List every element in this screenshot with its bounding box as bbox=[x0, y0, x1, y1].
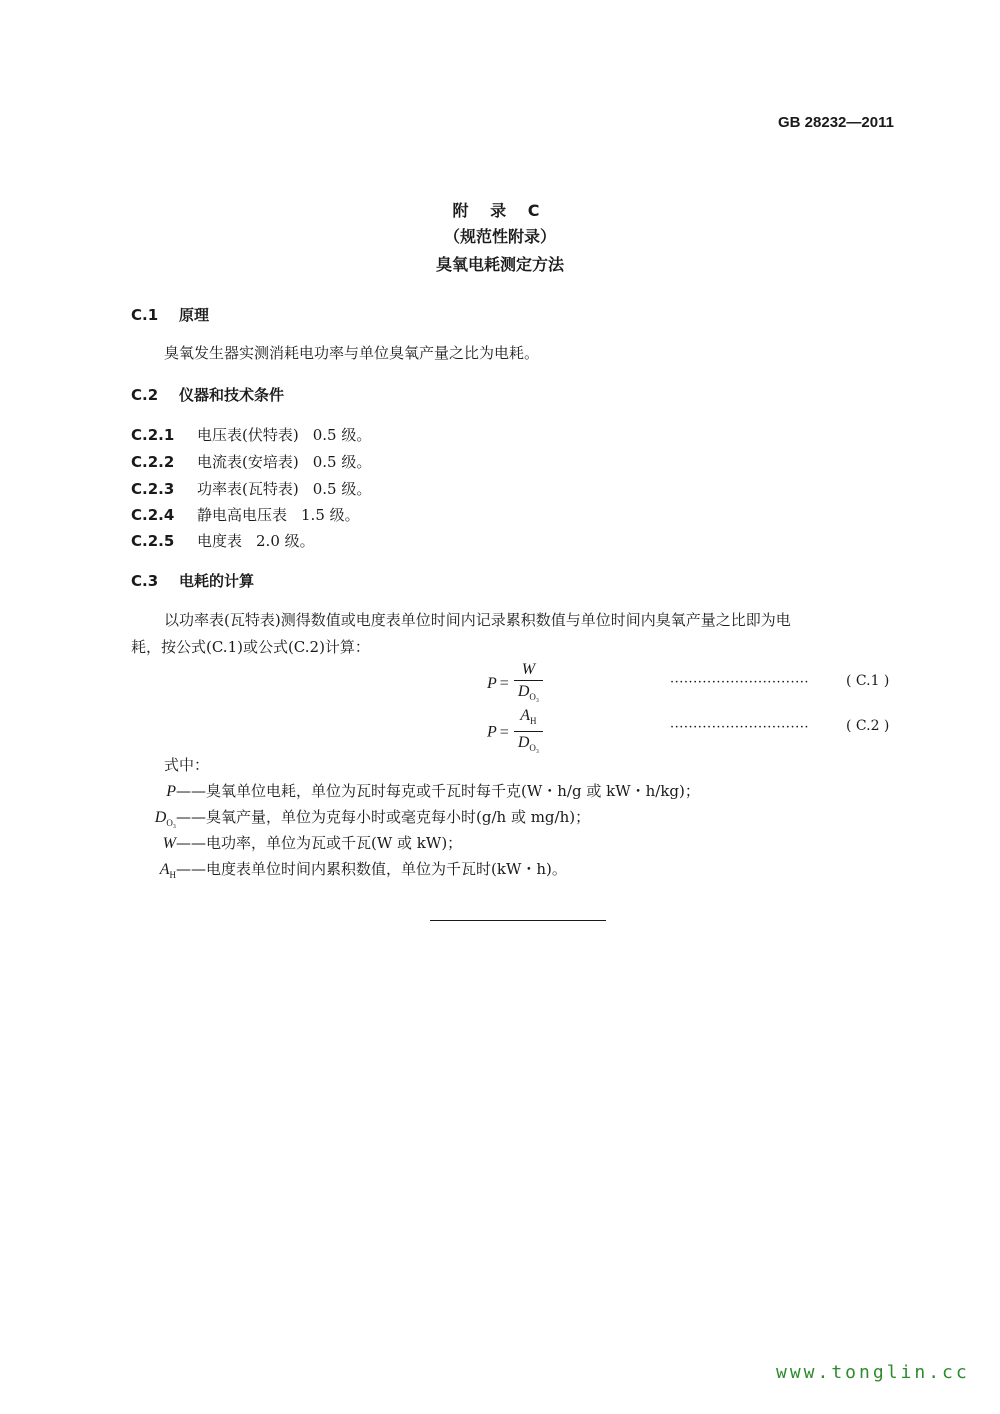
section-c1-text: 臭氧发生器实测消耗电功率与单位臭氧产量之比为电耗。 bbox=[164, 344, 540, 362]
definition-item bbox=[140, 832, 462, 853]
section-c3-text-line2: 耗，按公式(C.1)或公式(C.2)计算： bbox=[131, 638, 370, 656]
formula-numerator: $A_H$ bbox=[514, 706, 543, 732]
formula-lhs: P bbox=[487, 675, 497, 693]
item-grade: 1.5 级。 bbox=[301, 506, 360, 524]
where-label: 式中： bbox=[164, 756, 210, 774]
item-text: 静电高电压表 bbox=[197, 506, 288, 524]
appendix-subtitle: （规范性附录） bbox=[443, 227, 556, 246]
standard-code: GB 28232—2011 bbox=[778, 114, 894, 131]
definition-symbol: $D_{O_3}$ bbox=[154, 809, 176, 829]
formula-fraction bbox=[514, 706, 543, 759]
definition-text: ——电度表单位时间内累积数值，单位为千瓦时(kW・h)。 bbox=[176, 860, 567, 878]
item-text: 功率表(瓦特表) bbox=[197, 480, 299, 498]
item-number: C.2.3 bbox=[131, 480, 175, 498]
appendix-name: 臭氧电耗测定方法 bbox=[435, 255, 564, 274]
item-grade: 2.0 级。 bbox=[256, 532, 315, 550]
item-grade: 0.5 级。 bbox=[312, 426, 372, 444]
formula-fraction bbox=[514, 660, 543, 708]
item-text: 电度表 bbox=[197, 532, 243, 550]
section-c2-heading bbox=[131, 384, 284, 405]
section-number: C.3 bbox=[131, 572, 159, 590]
formula-c1-leader: ······························ bbox=[670, 675, 809, 690]
item-number: C.2.1 bbox=[131, 426, 175, 444]
formula-c1 bbox=[487, 660, 543, 708]
definition-item bbox=[140, 806, 590, 828]
definition-text: ——臭氧单位电耗，单位为瓦时每克或千瓦时每千克(W・h/g 或 kW・h/kg)； bbox=[176, 782, 700, 800]
definition-text: ——臭氧产量，单位为克每小时或毫克每小时(g/h 或 mg/h)； bbox=[176, 808, 591, 826]
watermark-url: www.tonglin.cc bbox=[776, 1362, 970, 1383]
formula-c1-label: ( C.1 ) bbox=[846, 673, 890, 689]
definition-symbol: P bbox=[166, 783, 176, 800]
formula-denominator: $D_{O_3}$ bbox=[517, 683, 540, 703]
section-c1-heading bbox=[131, 304, 209, 325]
section-c3-text-line1: 以功率表(瓦特表)测得数值或电度表单位时间内记录累积数值与单位时间内臭氧产量之比即为电 bbox=[164, 611, 791, 629]
formula-equals: = bbox=[499, 723, 509, 741]
end-rule bbox=[430, 920, 606, 921]
definition-text: ——电功率，单位为瓦或千瓦(W 或 kW)； bbox=[176, 834, 463, 852]
formula-equals: = bbox=[499, 675, 509, 693]
definition-symbol: W bbox=[162, 835, 176, 852]
definition-item bbox=[140, 780, 700, 801]
formula-numerator: W bbox=[514, 660, 543, 681]
item-number: C.2.4 bbox=[131, 506, 175, 524]
list-item bbox=[131, 451, 371, 472]
item-text: 电压表(伏特表) bbox=[197, 426, 299, 444]
item-grade: 0.5 级。 bbox=[312, 480, 372, 498]
definition-item bbox=[140, 858, 567, 880]
list-item bbox=[131, 424, 371, 445]
appendix-title: 附 录 C bbox=[452, 201, 548, 220]
list-item bbox=[131, 530, 315, 551]
item-number: C.2.5 bbox=[131, 532, 175, 550]
list-item bbox=[131, 478, 371, 499]
formula-lhs: P bbox=[487, 723, 497, 741]
definition-symbol: $A_H$ bbox=[159, 861, 176, 881]
item-text: 电流表(安培表) bbox=[197, 453, 299, 471]
section-title: 电耗的计算 bbox=[179, 572, 255, 590]
list-item bbox=[131, 504, 360, 525]
formula-c2-label: ( C.2 ) bbox=[846, 718, 890, 734]
section-number: C.2 bbox=[131, 386, 159, 404]
item-number: C.2.2 bbox=[131, 453, 175, 471]
item-grade: 0.5 级。 bbox=[312, 453, 372, 471]
formula-denominator: $D_{O_3}$ bbox=[517, 734, 540, 754]
section-title: 仪器和技术条件 bbox=[179, 386, 285, 404]
section-title: 原理 bbox=[179, 306, 210, 324]
formula-c2-leader: ······························ bbox=[670, 720, 809, 735]
section-c3-heading bbox=[131, 570, 254, 591]
section-number: C.1 bbox=[131, 306, 159, 324]
formula-c2 bbox=[487, 706, 543, 759]
